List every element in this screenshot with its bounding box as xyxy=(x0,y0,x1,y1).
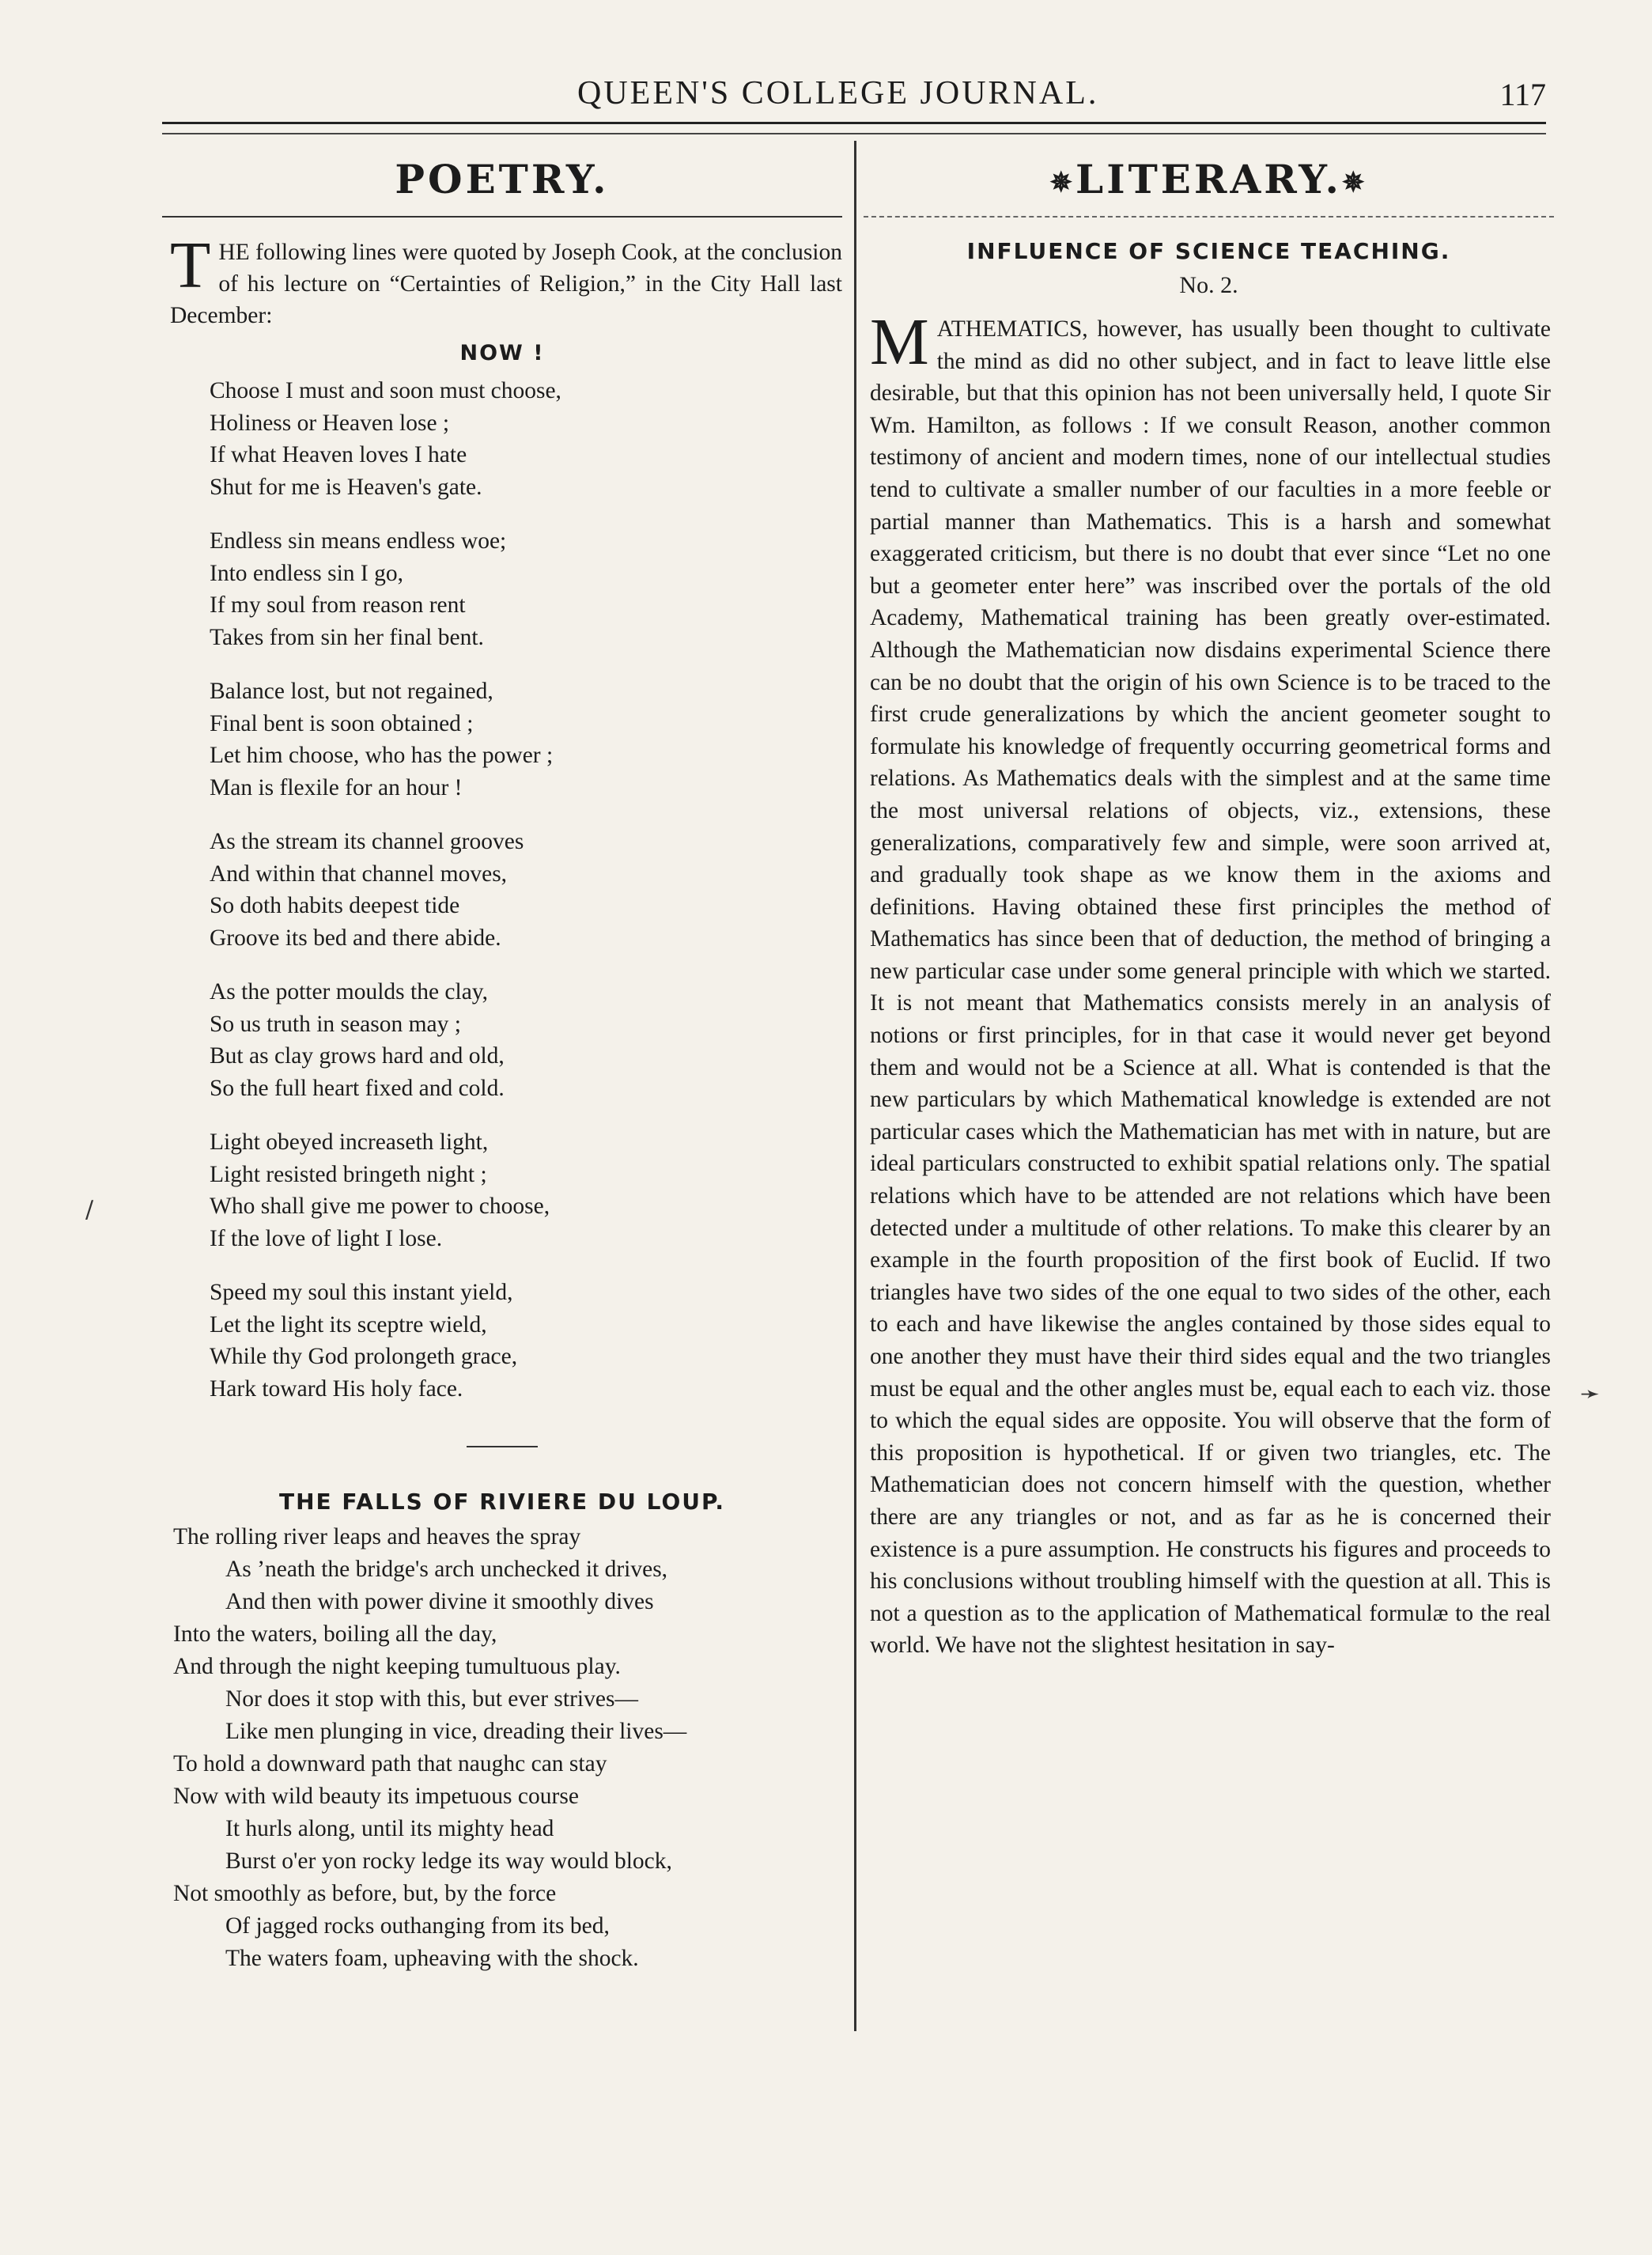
article-number: No. 2. xyxy=(1179,272,1238,298)
header-rule xyxy=(162,122,1546,124)
poetry-intro xyxy=(162,229,842,331)
poem-line: So the full heart fixed and cold. xyxy=(210,1075,505,1101)
falls-poem-title: THE FALLS OF RIVIERE DU LOUP. xyxy=(278,1489,726,1515)
poem-line: Man is flexile for an hour ! xyxy=(210,774,463,800)
literary-section-title: LITERARY. xyxy=(1076,156,1342,202)
poem-line: Endless sin means endless woe; xyxy=(210,528,507,554)
falls-poem xyxy=(173,1521,842,1975)
margin-mark: / xyxy=(85,1196,94,1224)
poem-line: Nor does it stop with this, but ever strives— xyxy=(225,1686,638,1712)
poem-line: But as clay grows hard and old, xyxy=(210,1043,505,1069)
poem-line: So doth habits deepest tide xyxy=(210,893,460,918)
literary-section-header xyxy=(864,156,1554,211)
poem-line: If what Heaven loves I hate xyxy=(210,442,467,467)
poem-line: And through the night keeping tumultuous play. xyxy=(173,1654,621,1679)
poem-line: Light resisted bringeth night ; xyxy=(210,1161,487,1187)
poem-line: As the potter moulds the clay, xyxy=(210,979,489,1005)
poem-line: It hurls along, until its mighty head xyxy=(225,1816,554,1841)
stanza xyxy=(210,675,842,804)
stanza xyxy=(210,375,842,503)
poem-line: Balance lost, but not regained, xyxy=(210,679,493,704)
poem-line: While thy God prolongeth grace, xyxy=(210,1344,518,1369)
poem-line: Like men plunging in vice, dreading their lives— xyxy=(225,1719,687,1744)
poem-line: Holiness or Heaven lose ; xyxy=(210,410,450,436)
poem-line: Takes from sin her final bent. xyxy=(210,624,484,650)
intro-drop-cap: T xyxy=(170,229,211,302)
journal-title: QUEEN'S COLLEGE JOURNAL. xyxy=(577,75,1099,112)
intro-text: HE following lines were quoted by Joseph Cook, at the conclusion of his lecture on “Certainties of Religion,” in the City Hall last December: xyxy=(170,240,842,328)
poem-line: As ’neath the bridge's arch unchecked it drives, xyxy=(225,1557,668,1582)
poem-line: Final bent is soon obtained ; xyxy=(210,710,474,736)
poem-line: Not smoothly as before, but, by the force xyxy=(173,1881,557,1906)
stanza xyxy=(210,525,842,653)
stanza xyxy=(210,976,842,1104)
poem-line: Light obeyed increaseth light, xyxy=(210,1129,489,1155)
article-body xyxy=(864,305,1554,1662)
poem-stanzas xyxy=(162,375,842,1405)
poem-line: Let him choose, who has the power ; xyxy=(210,743,554,768)
poem-line: Hark toward His holy face. xyxy=(210,1375,463,1402)
poem-line: If the love of light I lose. xyxy=(210,1225,443,1251)
left-ornament-icon: ✵ xyxy=(1049,167,1076,199)
right-ornament-icon: ✵ xyxy=(1341,167,1368,199)
poem-line: Choose I must and soon must choose, xyxy=(210,378,561,403)
left-column xyxy=(162,146,842,1975)
poem-line: As the stream its channel grooves xyxy=(210,829,524,854)
poem-line: The waters foam, upheaving with the shock. xyxy=(225,1946,639,1971)
poem-line: Shut for me is Heaven's gate. xyxy=(210,474,482,500)
right-column xyxy=(864,146,1554,1662)
poem-line: To hold a downward path that naughc can stay xyxy=(173,1751,607,1776)
page-header xyxy=(162,70,1546,117)
poem-line: Speed my soul this instant yield, xyxy=(210,1280,513,1305)
stanza xyxy=(210,826,842,954)
poem-line: And within that channel moves, xyxy=(210,861,508,887)
margin-arrow-icon: ➛ xyxy=(1580,1380,1601,1408)
separator-rule xyxy=(467,1446,538,1447)
poem-line: Now with wild beauty its impetuous course xyxy=(173,1784,579,1809)
poem-line: Who shall give me power to choose, xyxy=(210,1194,550,1219)
article-text: ATHEMATICS, however, has usually been thought to cultivate the mind as did no other subject, and in fact to leave little else desirable, but that this opinion has not been universally held, I quote Sir Wm. Hamilton, as follows : If we consult Reason, another common testimony of ancient and modern times, none of our intellectual studies tend to cultivate a smaller number of our faculties in a more feeble or partial manner than Mathematics. This is a harsh and somewhat exaggerated criticism, but there is no doubt that ever since “Let no one but a geometer enter here” was inscribed over the portals of the old Academy, Mathematical training has been greatly over-estimated. Although the Mathematician now disdains experimental Science there can be no doubt that the origin of his own Science is to be traced to the first crude generalizations by which the ancient geometer sought to formulate his knowledge of frequently occurring geometrical forms and relations. As Mathematics deals with the simplest and at the same time the most universal relations of objects, viz., extensions, these generalizations, comparatively few and simple, were soon arrived at, and gradually took shape as we know them in the axioms and definitions. Having obtained these first principles the method of Mathematics has since been that of deduction, the method of bringing a new particular case under some general principle with which we started. It is not meant that Mathematics consists merely in an analysis of notions or first principles, for in that case it would never get beyond them and would not be a Science at all. What is contended is that the new particulars by which Mathematical knowledge is extended are not particular cases which the Mathematician has met with in nature, but are ideal particulars constructed to exhibit spatial relations only. The spatial relations which have to be attended are not relations which have been detected under a multitude of other relations. To make this clearer by an example in the fourth proposition of the first book of Euclid. If two triangles have two sides of the one equal to two sides of the other, each to each and have likewise the angles contained by those sides equal to one another they must have their third sides equal and the two triangles must be equal and the other angles must be, equal each to each viz. those to which the equal sides are opposite. You will observe that the form of this proposition is hypothetical. If or given two triangles, etc. The Mathematician does not concern himself with the question, whether there are any triangles or not, and as far as he is concerned their existence is a pure assumption. He constructs his figures and proceeds to his conclusions without troubling himself with the question at all. This is not a question as to the application of Mathematical formulæ to the real world. We have not the slightest hesitation in say- xyxy=(870,316,1551,1659)
literary-section-rule xyxy=(864,216,1554,219)
poem-line: And then with power divine it smoothly dives xyxy=(225,1589,654,1614)
poem-line: Groove its bed and there abide. xyxy=(210,925,501,951)
poetry-section-rule xyxy=(162,216,842,218)
article-title: INFLUENCE OF SCIENCE TEACHING. xyxy=(966,238,1451,264)
poem-line: The rolling river leaps and heaves the spray xyxy=(173,1524,581,1549)
poem-line: Let the light its sceptre wield, xyxy=(210,1311,487,1337)
header-rule-double xyxy=(162,133,1546,134)
poem-line: Into endless sin I go, xyxy=(210,560,403,586)
page-number: 117 xyxy=(1499,77,1546,112)
poem-line: Into the waters, boiling all the day, xyxy=(173,1621,497,1647)
poem-line: Of jagged rocks outhanging from its bed, xyxy=(225,1913,610,1939)
stanza xyxy=(210,1126,842,1254)
article-drop-cap: M xyxy=(870,305,929,379)
poetry-section-title: POETRY. xyxy=(395,156,610,202)
stanza xyxy=(210,1277,842,1405)
poem-line: Burst o'er yon rocky ledge its way would block, xyxy=(225,1848,672,1874)
poem-line: If my soul from reason rent xyxy=(210,592,466,618)
column-divider xyxy=(854,141,856,2031)
poem-line: So us truth in season may ; xyxy=(210,1011,461,1037)
poem-title: NOW ! xyxy=(459,341,545,365)
